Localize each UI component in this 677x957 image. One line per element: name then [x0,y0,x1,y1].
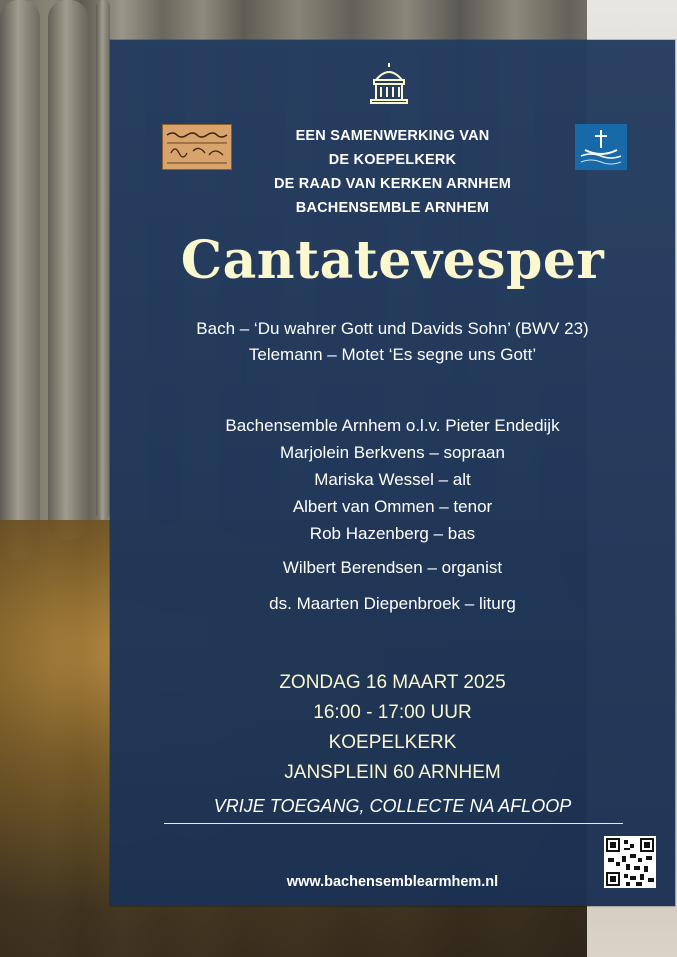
performer-item: Marjolein Berkvens – sopraan [280,443,505,462]
website-link[interactable]: www.bachensemblearmhem.nl [286,874,499,890]
organ-pipe [0,0,40,560]
work-item: Telemann – Motet ‘Es segne uns Gott’ [248,345,537,364]
divider-line [164,823,623,824]
organ-pipe [48,0,88,540]
performer-item: Bachensemble Arnhem o.l.v. Pieter Endedijk [225,416,560,435]
partner-name: DE RAAD VAN KERKEN ARNHEM [273,176,511,192]
organ-pipe [96,0,110,520]
event-venue: KOEPELKERK [328,732,457,753]
liturgist: ds. Maarten Diepenbroek – liturg [269,594,516,613]
program-works [110,316,675,368]
organist: Wilbert Berendsen – organist [282,558,503,577]
event-title: Cantatevesper [180,230,605,291]
collaboration-heading: EEN SAMENWERKING VAN [295,128,490,144]
koepelkerk-dome-icon [366,60,412,106]
partner-name: DE KOEPELKERK [328,152,457,168]
qr-code[interactable] [604,836,656,888]
admission-note: VRIJE TOEGANG, COLLECTE NA AFLOOP [213,796,572,816]
performers-list [110,412,675,547]
event-date: ZONDAG 16 MAART 2025 [279,672,506,693]
event-time: 16:00 - 17:00 UUR [313,702,472,723]
performer-item: Albert van Ommen – tenor [292,497,493,516]
partner-name: BACHENSEMBLE ARNHEM [295,200,490,216]
performer-item: Mariska Wessel – alt [314,470,471,489]
event-address: JANSPLEIN 60 ARNHEM [284,762,501,783]
event-details [110,668,675,788]
collaboration-block [110,124,675,220]
performer-item: Rob Hazenberg – bas [309,524,476,543]
work-item: Bach – ‘Du wahrer Gott und Davids Sohn’ (BWV 23) [196,319,589,338]
